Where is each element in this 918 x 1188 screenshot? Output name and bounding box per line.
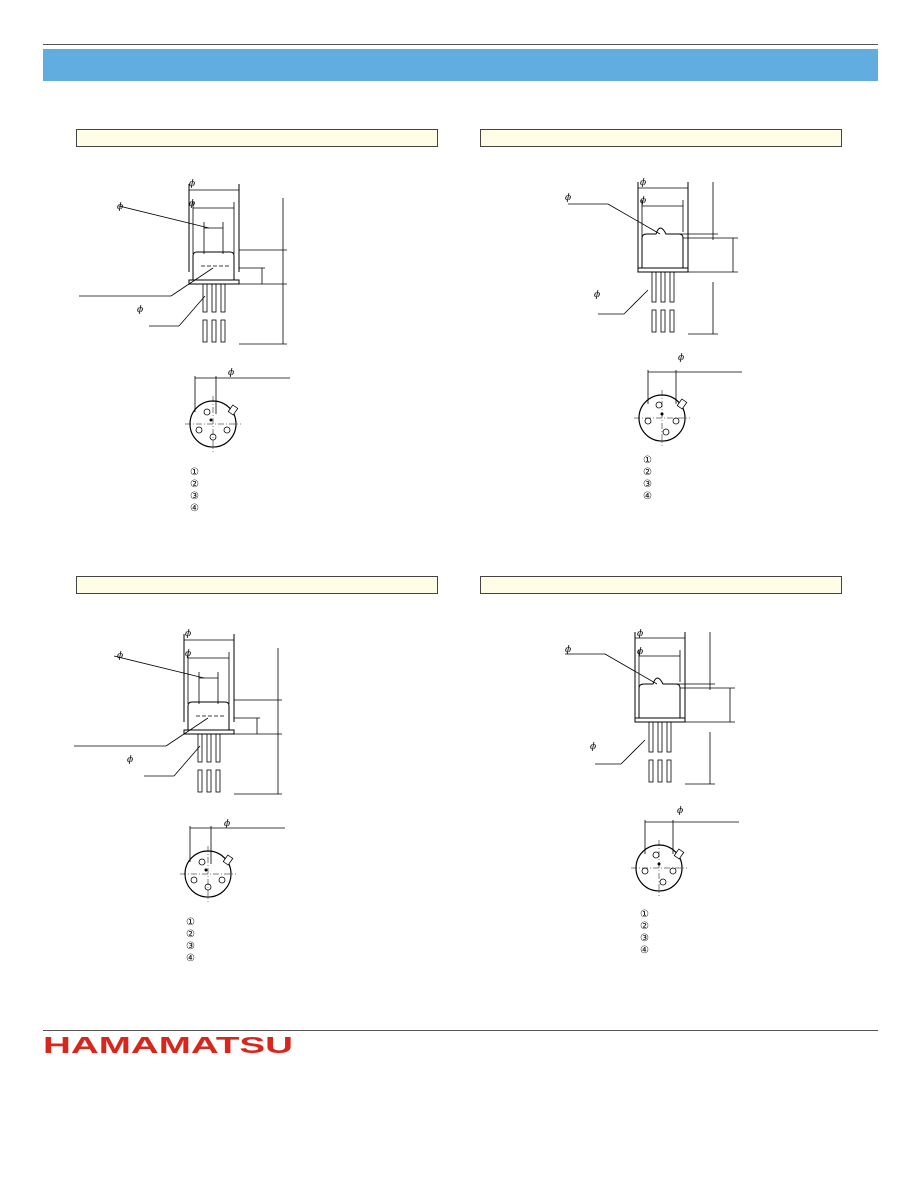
diameter-symbol: ϕ: [565, 193, 572, 203]
diameter-symbol: ϕ: [189, 179, 196, 189]
pin-label-1: ①: [190, 467, 199, 478]
diameter-symbol: ϕ: [117, 651, 124, 661]
pin-label-2: ②: [640, 921, 649, 932]
diameter-symbol: ϕ: [594, 290, 601, 300]
diameter-symbol: ϕ: [678, 353, 685, 363]
diameter-symbol: ϕ: [640, 196, 647, 206]
logo-wordmark: HAMAMATSU: [43, 1034, 293, 1056]
diameter-symbol: ϕ: [637, 647, 644, 657]
pin-label-2: ②: [186, 929, 195, 940]
diameter-symbol: ϕ: [640, 178, 647, 188]
hamamatsu-logo: [43, 1034, 293, 1056]
pin-label-1: ①: [643, 455, 652, 466]
diameter-symbol: ϕ: [127, 755, 134, 765]
pin-label-4: ④: [190, 503, 199, 514]
pin-label-2: ②: [643, 467, 652, 478]
diameter-symbol: ϕ: [677, 806, 684, 816]
diameter-symbol: ϕ: [185, 629, 192, 639]
pin-label-4: ④: [186, 953, 195, 964]
package-drawing-bottom-right: [565, 629, 739, 956]
package-drawing-bottom-left: [74, 629, 285, 964]
pin-label-3: ③: [186, 941, 195, 952]
package-drawing-top-left: [79, 179, 290, 514]
diameter-symbol: ϕ: [137, 305, 144, 315]
diameter-symbol: ϕ: [189, 199, 196, 209]
pin-label-4: ④: [643, 491, 652, 502]
diameter-symbol: ϕ: [185, 649, 192, 659]
pin-label-4: ④: [640, 945, 649, 956]
pin-label-3: ③: [643, 479, 652, 490]
diameter-symbol: ϕ: [228, 368, 235, 378]
pin-label-2: ②: [190, 479, 199, 490]
pin-label-1: ①: [186, 917, 195, 928]
pin-label-1: ①: [640, 909, 649, 920]
package-drawing-top-right: [565, 178, 742, 502]
bottom-rule: [43, 1030, 878, 1031]
pin-label-3: ③: [640, 933, 649, 944]
pin-label-3: ③: [190, 491, 199, 502]
diameter-symbol: ϕ: [590, 742, 597, 752]
diameter-symbol: ϕ: [637, 629, 644, 639]
diameter-symbol: ϕ: [565, 645, 572, 655]
diameter-symbol: ϕ: [224, 819, 231, 829]
diameter-symbol: ϕ: [117, 202, 124, 212]
